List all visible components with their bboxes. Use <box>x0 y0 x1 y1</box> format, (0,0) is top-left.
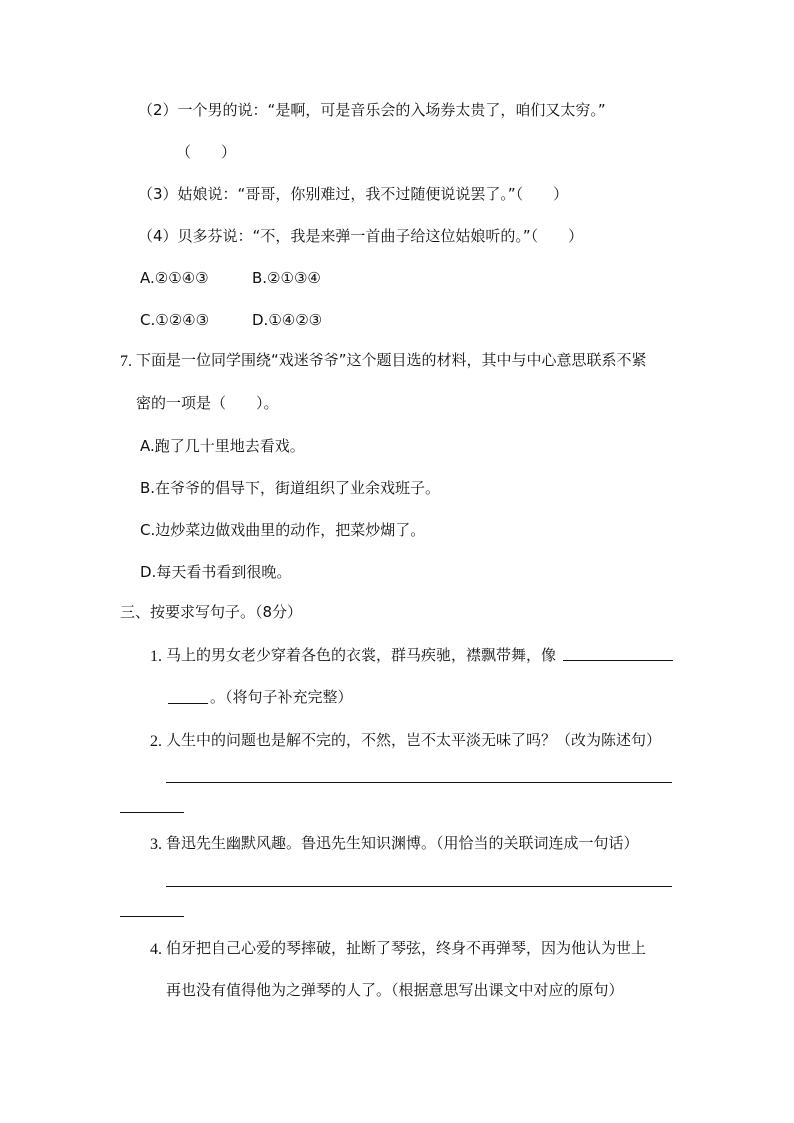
q7-option-c[interactable]: C.边炒菜边做戏曲里的动作，把菜炒煳了。 <box>140 521 426 539</box>
s1-answer-line-2[interactable] <box>168 703 208 704</box>
s1-line-2: 。（将句子补充完整） <box>210 688 353 706</box>
s2-answer-line-tail[interactable] <box>120 812 184 813</box>
q6-item-2-answer-blank[interactable]: （ ） <box>176 143 237 161</box>
q7-option-b[interactable]: B.在爷爷的倡导下，街道组织了业余戏班子。 <box>140 479 441 497</box>
s1-answer-line-1[interactable] <box>563 660 673 661</box>
q6-option-a[interactable]: A.②①④③ <box>140 269 209 287</box>
q6-item-4: （4）贝多芬说：“不，我是来弹一首曲子给这位姑娘听的。”（ ） <box>138 227 584 245</box>
q6-option-b[interactable]: B.②①③④ <box>252 269 321 287</box>
q6-option-d[interactable]: D.①④②③ <box>252 311 323 329</box>
q6-item-3: （3）姑娘说：“哥哥，你别难过，我不过随便说说罢了。”（ ） <box>138 185 569 203</box>
s2-number: 2. <box>150 733 162 750</box>
s3-number: 3. <box>150 836 162 853</box>
section-3-heading: 三、按要求写句子。（8分） <box>120 603 303 621</box>
s1-number: 1. <box>150 648 162 665</box>
q6-option-c[interactable]: C.①②④③ <box>140 311 210 329</box>
s3-answer-line[interactable] <box>166 886 672 887</box>
s3-answer-line-tail[interactable] <box>120 916 184 917</box>
s4-line-2: 再也没有值得他为之弹琴的人了。（根据意思写出课文中对应的原句） <box>166 981 624 999</box>
s2-text: 人生中的问题也是解不完的，不然，岂不太平淡无味了吗？（改为陈述句） <box>166 731 662 749</box>
q7-number: 7. <box>120 353 132 370</box>
q7-stem-line-1: 下面是一位同学围绕“戏迷爷爷”这个题目选的材料，其中与中心意思联系不紧 <box>136 351 647 369</box>
s2-answer-line[interactable] <box>166 782 672 783</box>
s1-line-1: 马上的男女老少穿着各色的衣裳，群马疾驰，襟飘带舞，像 <box>166 646 557 664</box>
q6-item-2: （2）一个男的说：“是啊，可是音乐会的入场券太贵了，咱们又太穷。” <box>138 101 606 119</box>
q7-option-a[interactable]: A.跑了几十里地去看戏。 <box>140 437 305 455</box>
s3-text: 鲁迅先生幽默风趣。鲁迅先生知识渊博。（用恰当的关联词连成一句话） <box>166 834 639 852</box>
q7-stem-line-2: 密的一项是（ ）。 <box>136 394 279 412</box>
q7-option-d[interactable]: D.每天看书看到很晚。 <box>140 563 292 581</box>
s4-number: 4. <box>150 941 162 958</box>
s4-line-1: 伯牙把自己心爱的琴摔破，扯断了琴弦，终身不再弹琴，因为他认为世上 <box>166 939 647 957</box>
